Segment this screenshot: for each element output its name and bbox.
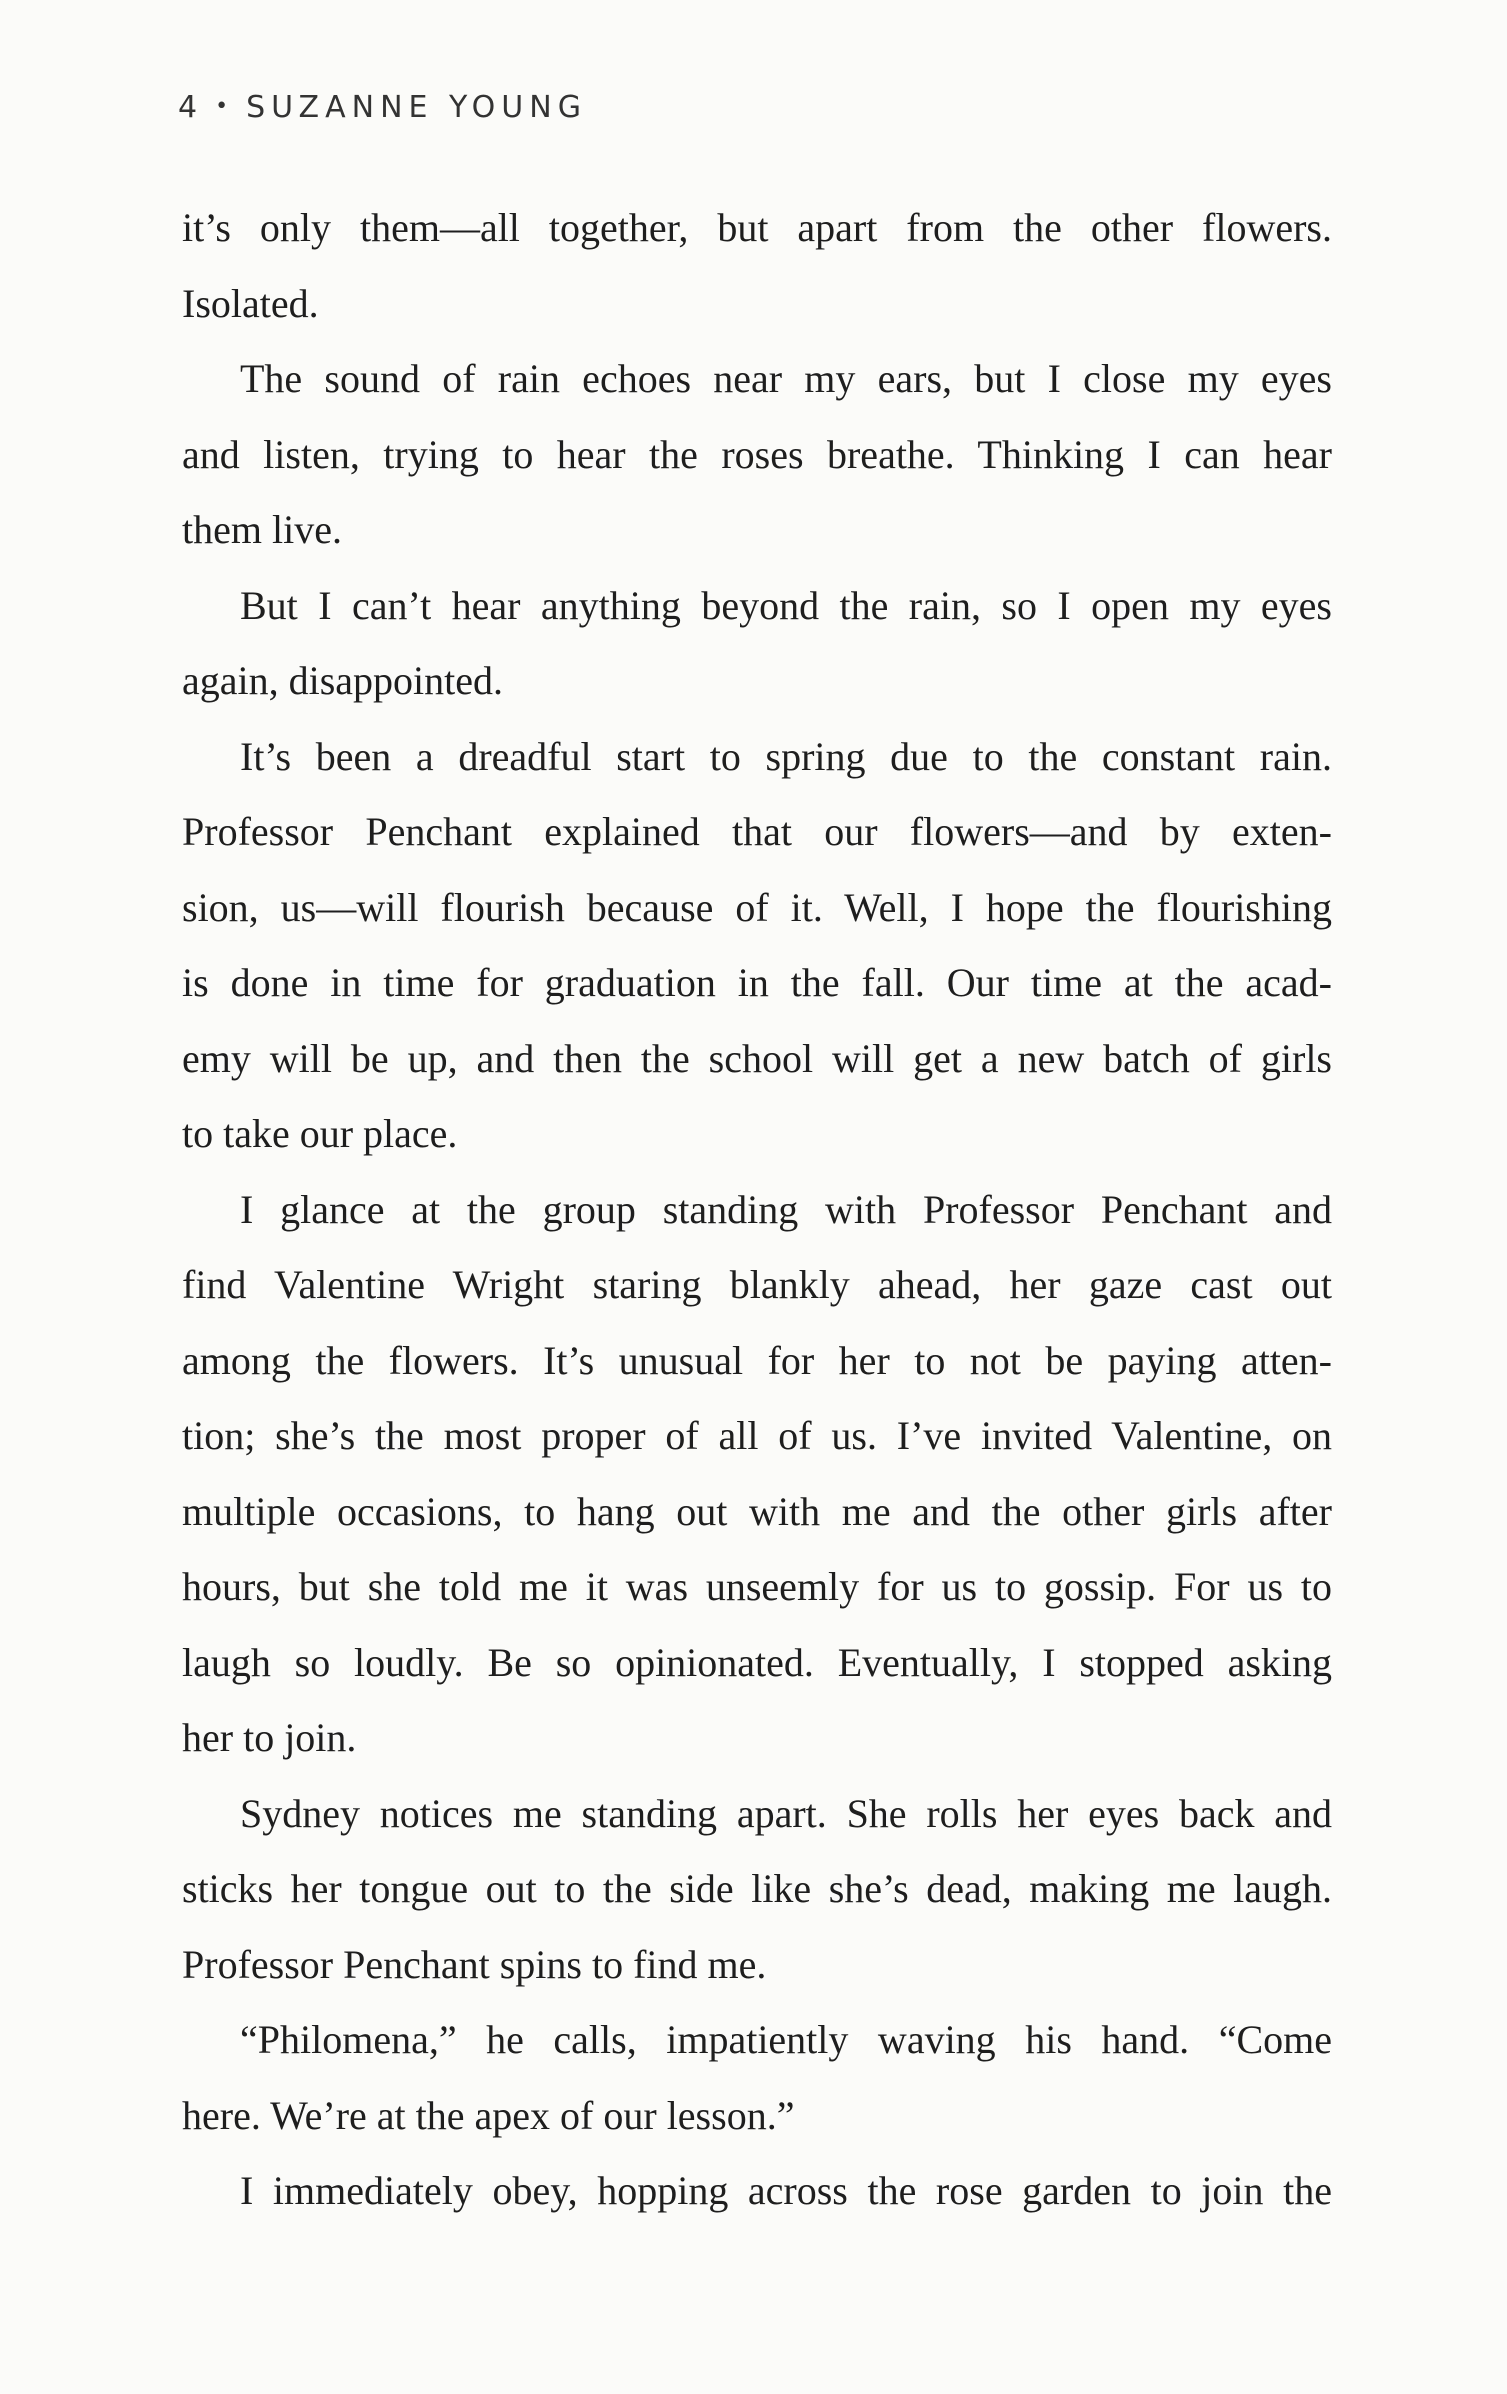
text-line: among the flowers. It’s unusual for her to not be paying atten-: [182, 1337, 1332, 1383]
text-line: and listen, trying to hear the roses breathe. Thinking I can hear: [182, 431, 1332, 477]
text-line: emy will be up, and then the school will get a new batch of girls: [182, 1035, 1332, 1081]
text-line: find Valentine Wright staring blankly ahead, her gaze cast out: [182, 1262, 1332, 1307]
text-line: It’s been a dreadful start to spring due to the constant rain.: [240, 733, 1332, 779]
text-line: laugh so loudly. Be so opinionated. Eventually, I stopped asking: [182, 1639, 1332, 1685]
text-line: sticks her tongue out to the side like she’s dead, making me laugh.: [182, 1866, 1332, 1911]
text-line: Professor Penchant spins to find me.: [182, 1941, 767, 1987]
text-line: The sound of rain echoes near my ears, but I close my eyes: [240, 356, 1332, 401]
text-line: Professor Penchant explained that our flowers—and by exten-: [182, 809, 1332, 854]
text-line: I glance at the group standing with Professor Penchant and: [240, 1186, 1332, 1232]
text-line: Sydney notices me standing apart. She rolls her eyes back and: [240, 1790, 1332, 1836]
running-head: [178, 90, 587, 125]
bullet-separator: •: [215, 94, 235, 119]
text-line: here. We’re at the apex of our lesson.”: [182, 2092, 795, 2138]
text-line: tion; she’s the most proper of all of us. I’ve invited Valentine, on: [182, 1413, 1332, 1458]
text-line: again, disappointed.: [182, 658, 504, 703]
text-line: to take our place.: [182, 1111, 458, 1156]
text-line: is done in time for graduation in the fall. Our time at the acad-: [182, 960, 1332, 1005]
text-line: it’s only them—all together, but apart from the other flowers.: [182, 205, 1332, 250]
text-line: “Philomena,” he calls, impatiently waving his hand. “Come: [240, 2017, 1332, 2062]
text-line: sion, us—will flourish because of it. Well, I hope the flourishing: [182, 884, 1332, 930]
text-line: them live.: [182, 507, 342, 552]
text-line: But I can’t hear anything beyond the rain, so I open my eyes: [240, 582, 1332, 628]
author-name: SUZANNE YOUNG: [246, 90, 587, 125]
text-line: I immediately obey, hopping across the rose garden to join the: [240, 2168, 1332, 2213]
body-text: [182, 190, 1332, 2229]
page-number: 4: [178, 90, 204, 125]
text-line: Isolated.: [182, 280, 319, 326]
text-line: hours, but she told me it was unseemly for us to gossip. For us to: [182, 1564, 1332, 1609]
text-line: multiple occasions, to hang out with me and the other girls after: [182, 1488, 1332, 1534]
text-line: her to join.: [182, 1715, 357, 1760]
